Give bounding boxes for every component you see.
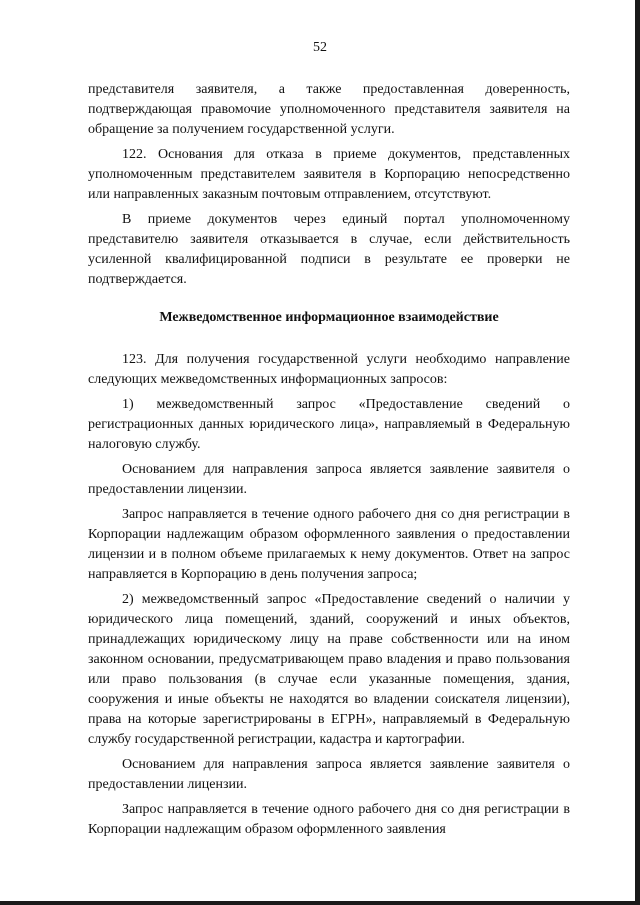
paragraph: представителя заявителя, а также предоставленная доверенность, подтверждающая правомочие уполномоченного представителя заявителя на обращение за получением государственной услуги. (88, 82, 570, 137)
scan-edge-right (635, 0, 640, 905)
paragraph: Запрос направляется в течение одного рабочего дня со дня регистрации в Корпорации надлежащим образом оформленного заявления (88, 802, 570, 837)
paragraph: 1) межведомственный запрос «Предоставление сведений о регистрационных данных юридического лица», направляемый в Федеральную налоговую службу. (88, 397, 570, 452)
page-number: 52 (313, 40, 327, 55)
paragraph: В приеме документов через единый портал уполномоченному представителю заявителя отказывается в случае, если действительность усиленной квалифицированной подписи в результате ее проверки не подтверждается. (88, 212, 570, 287)
paragraph: 123. Для получения государственной услуги необходимо направление следующих межведомственных информационных запросов: (88, 352, 570, 387)
paragraph: 2) межведомственный запрос «Предоставление сведений о наличии у юридического лица помещений, зданий, сооружений и иных объектов, принадлежащих юридическому лицу на праве собственности или на ином законном основании, предусматривающем право владения и право пользования или право пользования (в случае если указанные помещения, здания, сооружения и иные объекты не находятся во владении соискателя лицензии), права на которые зарегистрированы в ЕГРН», направляемый в Федеральную службу государственной регистрации, кадастра и картографии. (88, 592, 570, 747)
paragraph: Основанием для направления запроса является заявление заявителя о предоставлении лицензии. (88, 462, 570, 497)
paragraph: 122. Основания для отказа в приеме документов, представленных уполномоченным представителем заявителя в Корпорацию непосредственно или направленных заказным почтовым отправлением, отсутствуют. (88, 147, 570, 202)
section-heading: Межведомственное информационное взаимодействие (159, 310, 499, 325)
scan-edge-bottom (0, 901, 640, 905)
paragraph: Запрос направляется в течение одного рабочего дня со дня регистрации в Корпорации надлежащим образом оформленного заявления о предоставлении лицензии и в полном объеме прилагаемых к нему документов. Ответ на запрос направляется в Корпорацию в день получения запроса; (88, 507, 570, 582)
paragraph: Основанием для направления запроса является заявление заявителя о предоставлении лицензии. (88, 757, 570, 792)
document-body (88, 80, 570, 845)
